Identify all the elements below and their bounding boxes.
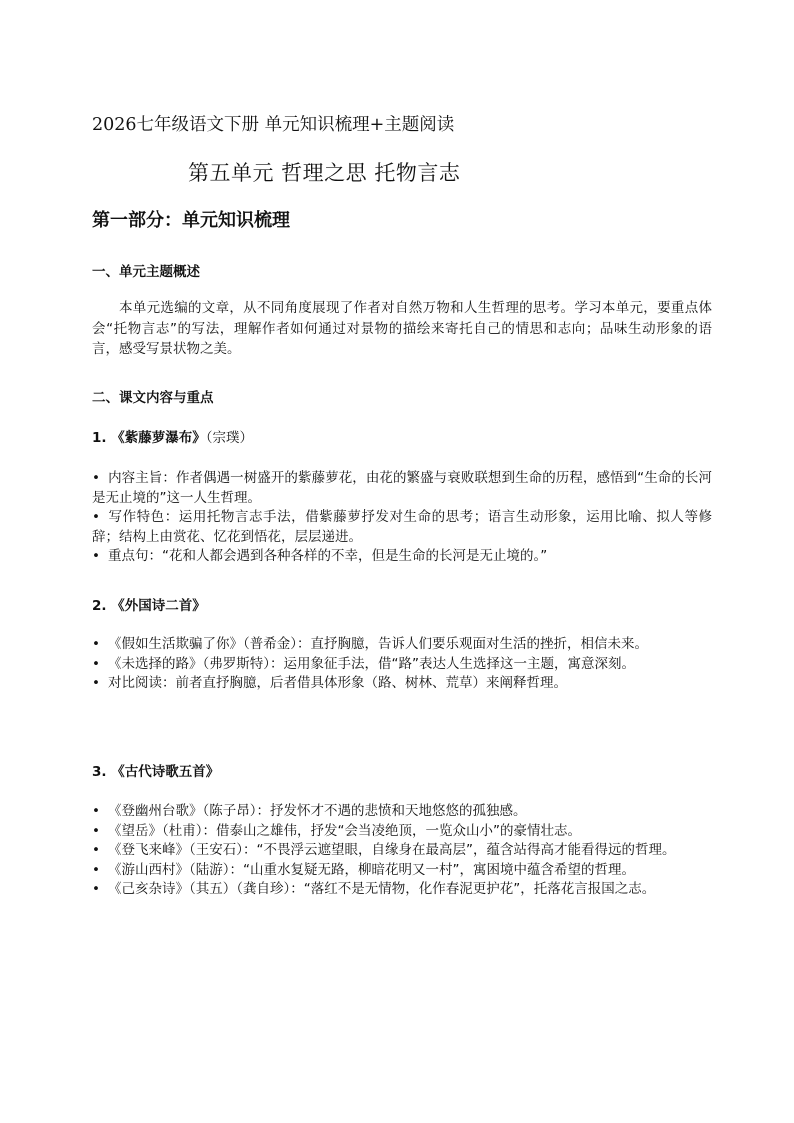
bullet-icon: • <box>92 675 100 691</box>
unit-title: 第五单元 哲理之思 托物言志 <box>188 161 461 185</box>
lesson-title: 1. 《紫藤萝瀑布》 <box>92 430 206 446</box>
lesson-author: （宗璞） <box>205 430 253 446</box>
list-item: • 《望岳》（杜甫）：借泰山之雄伟，抒发“会当凌绝顶，一览众山小”的豪情壮志。 <box>92 822 712 842</box>
section-lessons <box>92 388 712 408</box>
list-item: • 《未选择的路》（弗罗斯特）：运用象征手法，借“路”表达人生选择这一主题，寓意深刻。 <box>92 655 712 675</box>
bullet-icon: • <box>92 548 100 564</box>
lesson-1-title <box>92 428 712 448</box>
bullet-icon: • <box>92 509 100 525</box>
lesson-title: 2. 《外国诗二首》 <box>92 598 206 614</box>
list-item: • 《游山西村》（陆游）：“山重水复疑无路，柳暗花明又一村”，寓困境中蕴含希望的哲理。 <box>92 861 712 881</box>
overview-paragraph: 本单元选编的文章，从不同角度展现了作者对自然万物和人生哲理的思考。学习本单元，要重点体会“托物言志”的写法，理解作者如何通过对景物的描绘来寄托自己的情思和志向；品味生动形象的语言，感受写景状物之美。 <box>92 300 712 357</box>
bullet-icon: • <box>92 861 100 878</box>
bullet-icon: • <box>92 881 100 897</box>
list-item: • 写作特色：运用托物言志手法，借紫藤萝抒发对生命的思考；语言生动形象，运用比喻、拟人等修辞；结构上由赏花、忆花到悟花，层层递进。 <box>92 509 712 545</box>
list-item: • 内容主旨：作者偶遇一树盛开的紫藤萝花，由花的繁盛与衰败联想到生命的历程，感悟到“生命的长河是无止境的”这一人生哲理。 <box>92 470 712 506</box>
lesson-3-title <box>92 762 712 782</box>
document-title: 2026七年级语文下册 单元知识梳理+主题阅读 <box>92 115 455 135</box>
part-title: 第一部分：单元知识梳理 <box>92 210 290 231</box>
list-item: • 《登幽州台歌》（陈子昂）：抒发怀才不遇的悲愤和天地悠悠的孤独感。 <box>92 802 712 822</box>
bullet-icon: • <box>92 822 100 839</box>
lesson-3-points <box>92 802 712 900</box>
bullet-icon: • <box>92 655 100 672</box>
section-heading: 一、单元主题概述 <box>92 264 200 280</box>
lesson-2-points <box>92 635 712 694</box>
bullet-icon: • <box>92 803 100 819</box>
section-heading: 二、课文内容与重点 <box>92 390 214 406</box>
list-item: • 对比阅读：前者直抒胸臆，后者借具体形象（路、树林、荒草）来阐释哲理。 <box>92 674 712 694</box>
list-item: • 《己亥杂诗》（其五）（龚自珍）：“落红不是无情物，化作春泥更护花”，托落花言报国之志。 <box>92 880 712 900</box>
list-item: • 《假如生活欺骗了你》（普希金）：直抒胸臆，告诉人们要乐观面对生活的挫折，相信未来。 <box>92 635 712 655</box>
lesson-title: 3. 《古代诗歌五首》 <box>92 764 220 780</box>
bullet-icon: • <box>92 470 100 486</box>
list-item: • 重点句：“花和人都会遇到各种各样的不幸，但是生命的长河是无止境的。” <box>92 547 712 567</box>
section-theme-paragraph <box>92 298 712 360</box>
bullet-icon: • <box>92 842 100 858</box>
lesson-1-points <box>92 469 712 567</box>
bullet-icon: • <box>92 636 100 652</box>
list-item: • 《登飞来峰》（王安石）：“不畏浮云遮望眼，自缘身在最高层”，蕴含站得高才能看得远的哲理。 <box>92 841 712 861</box>
lesson-2-title <box>92 596 712 616</box>
section-theme-overview <box>92 262 712 282</box>
